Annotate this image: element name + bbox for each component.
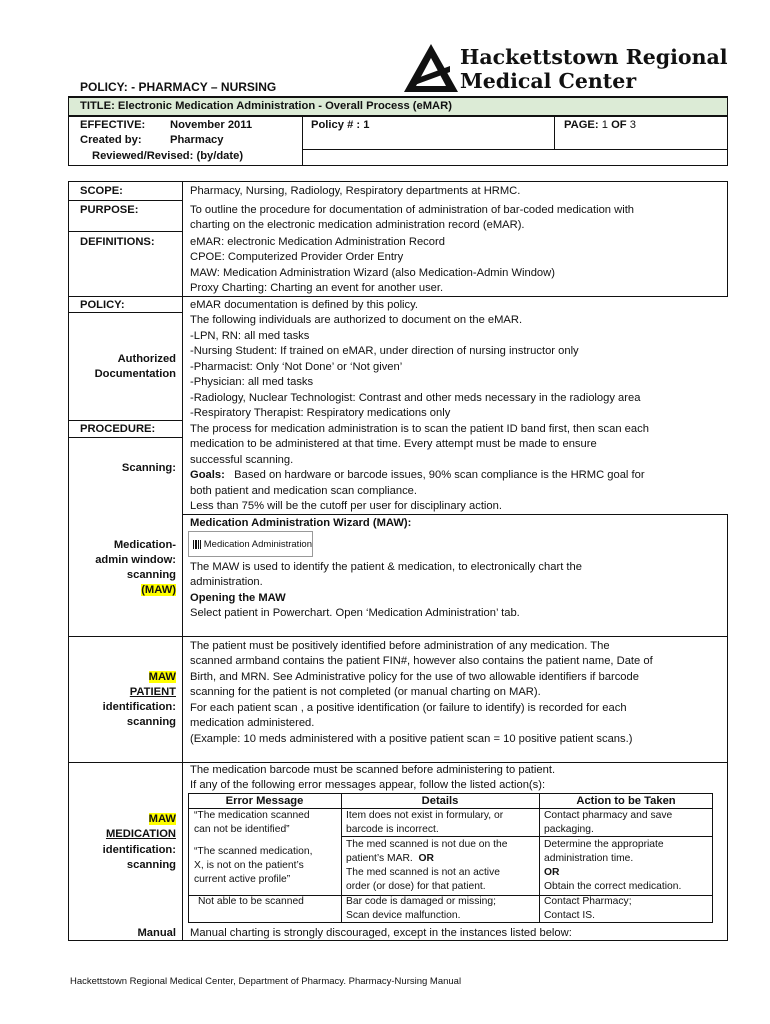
med-label-2: MEDICATION	[105, 828, 176, 840]
manual-text: Manual charting is strongly discouraged, except in the instances listed below:	[190, 927, 572, 939]
documentation-label: Documentation	[94, 368, 176, 380]
patient-line: scanned armband contains the patient FIN#, however also contains the patient name, Date of	[190, 655, 653, 667]
org-name-line1: Hackettstown Regional	[460, 45, 728, 69]
patient-line: medication administered.	[190, 717, 315, 729]
purpose-line-2: charting on the electronic medication administration record (eMAR).	[190, 219, 525, 231]
action-text: Obtain the correct medication.	[544, 881, 682, 893]
policy-category: POLICY: - PHARMACY – NURSING	[80, 80, 277, 94]
patient-line: The patient must be positively identified before administration of any medication. The	[190, 640, 610, 652]
details-text: The med scanned is not due on the	[346, 838, 508, 850]
effective-date: November 2011	[170, 119, 253, 131]
maw-label-3: scanning	[126, 569, 176, 581]
logo-mark-icon	[404, 44, 458, 92]
authorized-label: Authorized	[117, 353, 176, 365]
maw-label-2: admin window:	[95, 554, 176, 566]
barcode-icon	[193, 540, 201, 549]
pat-label-1	[70, 670, 176, 685]
action-text: packaging.	[544, 824, 594, 836]
action-text: administration time.	[544, 852, 634, 864]
page-total: 3	[629, 119, 636, 131]
maw-abbrev: (MAW)	[141, 584, 176, 596]
opening-text: Select patient in Powerchart. Open ‘Medication Administration’ tab.	[190, 607, 520, 619]
pat-label-4: scanning	[126, 716, 176, 728]
patient-line: Birth, and MRN. See Administrative policy for the use of two allowable identifiers if barcode	[190, 671, 639, 683]
procedure-line: successful scanning.	[190, 454, 294, 466]
created-label: Created by:	[80, 134, 142, 146]
scope-label: SCOPE:	[80, 185, 123, 197]
details-text: Item does not exist in formulary, or	[346, 810, 504, 821]
created-value: Pharmacy	[170, 134, 224, 146]
med-label-4: scanning	[126, 859, 176, 871]
error-text: Not able to be scanned	[198, 896, 304, 907]
document-title: TITLE: Electronic Medication Administration - Overall Process (eMAR)	[80, 100, 452, 112]
table-header-details: Details	[421, 795, 459, 807]
details-or: OR	[418, 852, 434, 864]
page-number: 1	[601, 119, 608, 131]
details-text: barcode is incorrect.	[346, 824, 439, 836]
table-header-action: Action to be Taken	[576, 795, 676, 807]
pat-label-2: PATIENT	[129, 686, 176, 698]
maw-line: administration.	[190, 576, 263, 588]
details-text: order (or dose) for that patient.	[346, 881, 486, 893]
policy-line: The following individuals are authorized to document on the eMAR.	[190, 314, 523, 326]
error-text: current active profile”	[194, 874, 291, 886]
reviewed-label: Reviewed/Revised: (by/date)	[92, 150, 244, 162]
page-indicator	[564, 118, 636, 133]
maw-label-4	[70, 583, 176, 598]
definition-line: eMAR: electronic Medication Administration Record	[190, 236, 445, 248]
action-or: OR	[544, 867, 560, 879]
action-text: Determine the appropriate	[544, 838, 664, 850]
error-text: can not be identified”	[194, 824, 290, 836]
maw-heading: Medication Administration Wizard (MAW):	[190, 517, 412, 529]
policy-line: eMAR documentation is defined by this policy.	[190, 299, 419, 311]
policy-line: -Respiratory Therapist: Respiratory medications only	[190, 407, 451, 419]
definition-line: CPOE: Computerized Provider Order Entry	[190, 251, 404, 263]
med-label-1	[70, 812, 176, 827]
medication-administration-button[interactable]	[188, 531, 313, 557]
goals-text: Based on hardware or barcode issues, 90% scan compliance is the HRMC goal for	[224, 469, 645, 481]
policy-line: -Radiology, Nuclear Technologist: Contrast and other meds necessary in the radiology area	[190, 392, 641, 404]
purpose-line-1: To outline the procedure for documentation of administration of bar-coded medication with	[190, 204, 635, 216]
policy-line: -LPN, RN: all med tasks	[190, 330, 310, 342]
effective-label: EFFECTIVE:	[80, 119, 146, 131]
patient-line: For each patient scan , a positive identification (or failure to identify) is recorded for each	[190, 702, 627, 714]
policy-number: Policy # : 1	[311, 119, 370, 131]
policy-line: -Physician: all med tasks	[190, 376, 314, 388]
procedure-line: The process for medication administration is to scan the patient ID band first, then scan each	[190, 423, 649, 435]
med-label-3: identification:	[102, 844, 176, 856]
procedure-line: medication to be administered at that time. Every attempt must be made to ensure	[190, 438, 597, 450]
medication-line: The medication barcode must be scanned before administering to patient.	[190, 764, 556, 776]
table-row	[194, 809, 312, 887]
details-text: patient’s MAR.	[346, 852, 413, 864]
details-text: Bar code is damaged or missing;	[346, 895, 496, 907]
error-text: “The medication scanned	[194, 810, 310, 821]
procedure-label: PROCEDURE:	[80, 423, 156, 435]
definition-line: Proxy Charting: Charting an event for another user.	[190, 282, 444, 294]
patient-line: scanning for the patient is not completed (or manual charting on MAR).	[190, 686, 541, 698]
error-text: “The scanned medication,	[194, 845, 313, 857]
pat-label-3: identification:	[102, 701, 176, 713]
definition-line: MAW: Medication Administration Wizard (also Medication-Admin Window)	[190, 267, 555, 279]
table-header-error: Error Message	[225, 795, 304, 807]
purpose-label: PURPOSE:	[80, 204, 139, 216]
medication-line: If any of the following error messages appear, follow the listed action(s):	[190, 779, 546, 791]
goals-line	[190, 468, 645, 483]
medication-administration-button-label: Medication Administration	[203, 538, 312, 550]
maw-line: The MAW is used to identify the patient & medication, to electronically chart the	[190, 561, 582, 573]
org-name-line2: Medical Center	[460, 69, 637, 93]
pat-maw: MAW	[148, 671, 176, 683]
page-footer: Hackettstown Regional Medical Center, Department of Pharmacy. Pharmacy-Nursing Manual	[70, 976, 462, 987]
scope-text: Pharmacy, Nursing, Radiology, Respiratory departments at HRMC.	[190, 185, 521, 197]
goals-line: Less than 75% will be the cutoff per user for disciplinary action.	[190, 500, 502, 512]
scanning-label: Scanning:	[121, 462, 176, 474]
table-row-action	[544, 809, 681, 923]
policy-line: -Pharmacist: Only ‘Not Done’ or ‘Not given’	[190, 361, 403, 373]
patient-line: (Example: 10 meds administered with a positive patient scan = 10 positive patient scans.)	[190, 733, 633, 745]
page-label: PAGE:	[564, 119, 599, 131]
med-maw: MAW	[148, 813, 176, 825]
goals-label: Goals:	[190, 469, 225, 481]
action-text: Contact Pharmacy;	[544, 895, 632, 907]
details-text: The med scanned is not an active	[346, 867, 500, 879]
action-text: Contact pharmacy and save	[544, 810, 673, 821]
manual-label: Manual	[137, 927, 176, 939]
goals-line: both patient and medication scan compliance.	[190, 485, 418, 497]
details-text: Scan device malfunction.	[346, 910, 461, 922]
page-of: OF	[611, 119, 627, 131]
definitions-label: DEFINITIONS:	[80, 236, 155, 248]
table-row-details	[346, 809, 507, 923]
maw-label-1: Medication-	[113, 539, 176, 551]
error-text: X, is not on the patient’s	[194, 859, 304, 871]
policy-label: POLICY:	[80, 299, 125, 311]
hospital-logo	[404, 44, 458, 92]
opening-heading: Opening the MAW	[190, 592, 286, 604]
action-text: Contact IS.	[544, 910, 595, 922]
policy-line: -Nursing Student: If trained on eMAR, under direction of nursing instructor only	[190, 345, 579, 357]
